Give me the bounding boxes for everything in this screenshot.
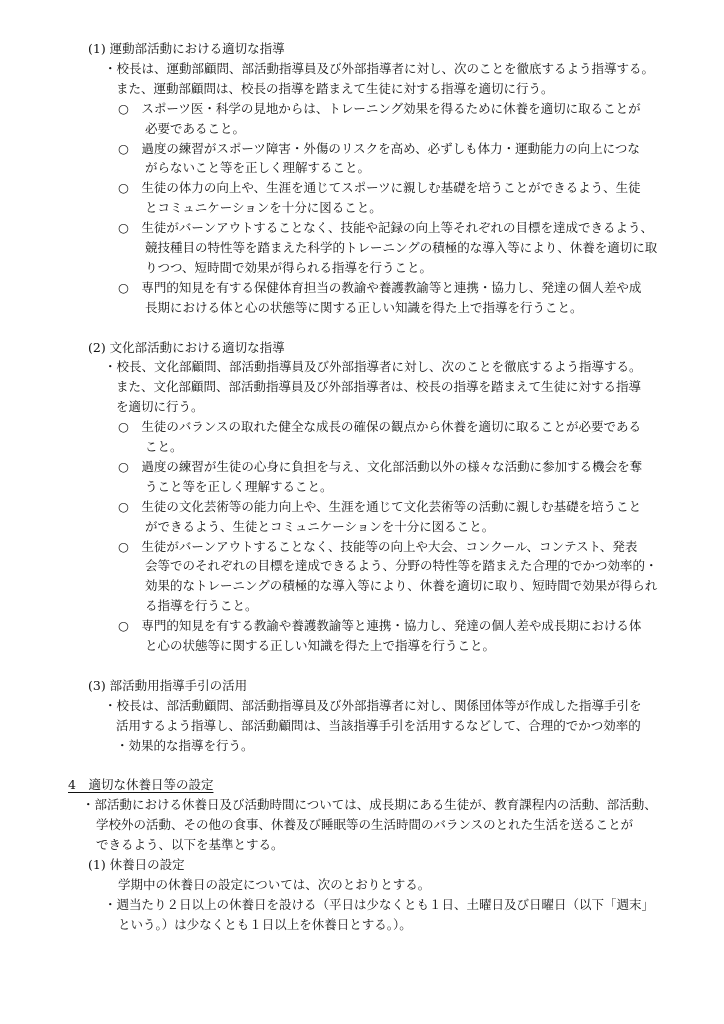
section-2-item-5-line-1: ○ 専門的知見を有する教諭や養護教諭等と連携・協力し、発達の個人差や成長期における体: [118, 618, 642, 634]
section-4-sub-intro: 学期中の休養日の設定については、次のとおりとする。: [118, 876, 431, 892]
section-1-item-4-line-2: 競技種目の特性等を踏まえた科学的トレーニングの積極的な導入等により、休養を適切に取: [145, 240, 658, 255]
section-2-item-3-line-2: ができるよう、生徒とコミュニケーションを十分に図ること。: [145, 518, 495, 534]
section-1-item-2-line-2: がらないこと等を正しく理解すること。: [145, 160, 371, 176]
section-4-lead-line-3: できるよう、以下を基準とする。: [96, 837, 284, 852]
section-2-lead-line-3: を適切に行う。: [116, 399, 204, 415]
section-2-item-2-line-1: ○ 過度の練習が生徒の心身に負担を与え、文化部活動以外の様々な活動に参加する機会を奪: [118, 458, 643, 474]
section-1-item-4-line-3: りつつ、短時間で効果が得られる指導を行うこと。: [145, 259, 433, 275]
section-3-lead-line-3: ・効果的な指導を行う。: [116, 737, 254, 753]
section-1-heading: (1) 運動部活動における適切な指導: [88, 41, 285, 56]
section-2-item-1-line-1: ○ 生徒のバランスの取れた健全な成長の確保の観点から休養を適切に取ることが必要である: [118, 419, 642, 435]
section-2-lead-line-1: ・校長、文化部顧問、部活動指導員及び外部指導者に対し、次のことを徹底するよう指導する。: [104, 359, 642, 375]
section-1-lead-line-1: ・校長は、運動部顧問、部活動指導員及び外部指導者に対し、次のことを徹底するよう指導する。: [104, 60, 655, 76]
section-1-item-3-line-2: とコミュニケーションを十分に図ること。: [145, 200, 382, 216]
section-1-item-4-line-1: ○ 生徒がバーンアウトすることなく、技能や記録の向上等それぞれの目標を達成できるよう、: [118, 220, 654, 236]
section-4-heading: 4 適切な休養日等の設定: [68, 777, 214, 793]
section-3-heading: (3) 部活動用指導手引の活用: [88, 677, 248, 693]
section-4-sub-bullet-line-2: という。）は少なくとも１日以上を休養日とする。）。: [118, 916, 412, 932]
section-3-lead-line-2: 活用するよう指導し、部活動顧問は、当該指導手引を活用するなどして、合理的でかつ効率的: [116, 717, 641, 733]
section-2-item-5-line-2: と心の状態等に関する正しい知識を得た上で指導を行うこと。: [145, 638, 496, 653]
section-4-lead-line-2: 学校外の活動、その他の食事、休養及び睡眠等の生活時間のバランスのとれた生活を送ることが: [96, 817, 634, 833]
section-1-item-5-line-2: 長期における体と心の状態等に関する正しい知識を得た上で指導を行うこと。: [145, 299, 583, 315]
section-4-lead-line-1: ・部活動における休養日及び活動時間については、成長期にある生徒が、教育課程内の活動、部活動、: [82, 797, 657, 813]
section-4-sub-bullet-line-1: ・週当たり２日以上の休養日を設ける（平日は少なくとも１日、土曜日及び日曜日（以下「週末」: [104, 896, 655, 912]
section-2-item-4-line-2: 会等でのそれぞれの目標を達成できるよう、分野の特性等を踏まえた合理的でかつ効率的・: [145, 558, 658, 574]
section-2-item-2-line-2: うこと等を正しく理解すること。: [145, 478, 333, 494]
section-1-item-1-line-2: 必要であること。: [145, 120, 246, 136]
section-1-item-1-line-1: ○ スポーツ医・科学の見地からは、トレーニング効果を得るために休養を適切に取ることが: [118, 100, 641, 116]
section-2-item-1-line-2: こと。: [145, 439, 183, 454]
section-2-item-4-line-3: 効果的なトレーニングの積極的な導入等により、休養を適切に取り、短時間で効果が得られ: [145, 578, 658, 594]
section-2-lead-line-2: また、文化部顧問、部活動指導員及び外部指導者は、校長の指導を踏まえて生徒に対する指導: [116, 379, 642, 395]
section-3-lead-line-1: ・校長は、部活動顧問、部活動指導員及び外部指導者に対し、関係団体等が作成した指導手引を: [104, 697, 642, 713]
section-4-sub-heading: (1) 休養日の設定: [88, 856, 185, 872]
section-2-item-3-line-1: ○ 生徒の文化芸術等の能力向上や、生涯を通じて文化芸術等の活動に親しむ基礎を培うこと: [118, 498, 642, 514]
section-2-item-4-line-1: ○ 生徒がバーンアウトすることなく、技能等の向上や大会、コンクール、コンテスト、発表: [118, 538, 638, 554]
section-1-item-3-line-1: ○ 生徒の体力の向上や、生涯を通じてスポーツに親しむ基礎を培うことができるよう、生徒: [118, 180, 641, 196]
section-2-item-4-line-4: る指導を行うこと。: [145, 598, 258, 614]
section-1-lead-line-2: また、運動部顧問は、校長の指導を踏まえて生徒に対する指導を適切に行う。: [116, 80, 554, 96]
section-1-item-5-line-1: ○ 専門的知見を有する保健体育担当の教諭や養護教諭等と連携・協力し、発達の個人差や成: [118, 279, 642, 295]
section-2-heading: (2) 文化部活動における適切な指導: [88, 339, 285, 355]
section-1-item-2-line-1: ○ 過度の練習がスポーツ障害・外傷のリスクを高め、必ずしも体力・運動能力の向上につな: [118, 140, 640, 156]
